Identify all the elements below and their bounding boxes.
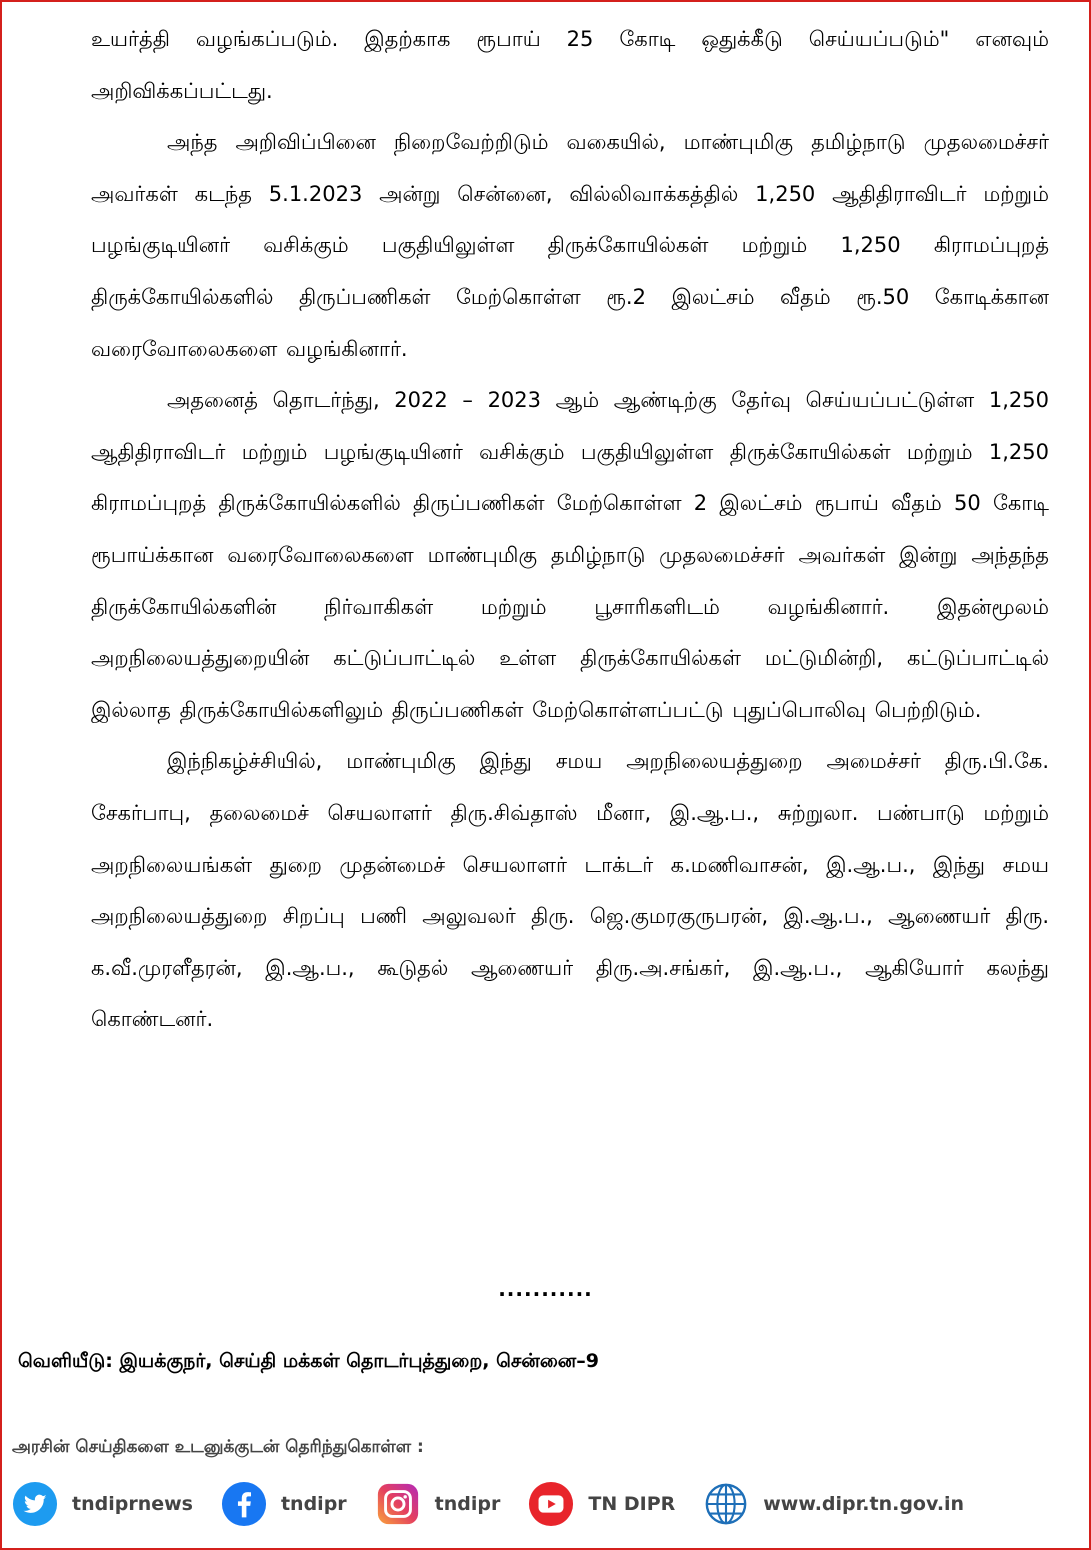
facebook-handle: tndipr <box>280 1493 347 1515</box>
twitter-icon <box>12 1481 58 1527</box>
paragraph-4: இந்நிகழ்ச்சியில், மாண்புமிகு இந்து சமய அறநிலையத்துறை அமைச்சர் திரு.பி.கே. சேகர்பாபு, தலைமைச் செயலாளர் திரு.சிவ்தாஸ் மீனா, இ.ஆ.ப., சுற்றுலா. பண்பாடு மற்றும் அறநிலையங்கள் துறை முதன்மைச் செயலாளர் டாக்டர் க.மணிவாசன், இ.ஆ.ப., இந்து சமய அறநிலையத்துறை சிறப்பு பணி அலுவலர் திரு. ஜெ.குமரகுருபரன், இ.ஆ.ப., ஆணையர் திரு. க.வீ.முரளீதரன், இ.ஆ.ப., கூடுதல் ஆணையர் திரு.அ.சங்கர், இ.ஆ.ப., ஆகியோர் கலந்து கொண்டனர். <box>91 749 1049 1032</box>
press-release-body <box>91 14 1049 1046</box>
instagram-handle: tndipr <box>434 1493 501 1515</box>
paragraph-3: அதனைத் தொடர்ந்து, 2022 – 2023 ஆம் ஆண்டிற்கு தேர்வு செய்யப்பட்டுள்ள 1,250 ஆதிதிராவிடர் மற்றும் பழங்குடியினர் வசிக்கும் பகுதியிலுள்ள திருக்கோயில்கள் மற்றும் 1,250 கிராமப்புறத் திருக்கோயில்களில் திருப்பணிகள் மேற்கொள்ள 2 இலட்சம் ரூபாய் வீதம் 50 கோடி ரூபாய்க்கான வரைவோலைகளை மாண்புமிகு தமிழ்நாடு முதலமைச்சர் அவர்கள் இன்று அந்தந்த திருக்கோயில்களின் நிர்வாகிகள் மற்றும் பூசாரிகளிடம் வழங்கினார். இதன்மூலம் அறநிலையத்துறையின் கட்டுப்பாட்டில் உள்ள திருக்கோயில்கள் மட்டுமின்றி, கட்டுப்பாட்டில் இல்லாத திருக்கோயில்களிலும் திருப்பணிகள் மேற்கொள்ளப்பட்டு புதுப்பொலிவு பெற்றிடும். <box>91 388 1049 722</box>
social-instagram[interactable] <box>375 1481 501 1527</box>
twitter-handle: tndiprnews <box>72 1493 193 1515</box>
youtube-icon <box>528 1481 574 1527</box>
social-twitter[interactable] <box>12 1481 193 1527</box>
paragraph-1: உயர்த்தி வழங்கப்படும். இதற்காக ரூபாய் 25 கோடி ஒதுக்கீடு செய்யப்படும்" எனவும் அறிவிக்கப்பட்டது. <box>91 27 1049 103</box>
paragraph-2: அந்த அறிவிப்பினை நிறைவேற்றிடும் வகையில், மாண்புமிகு தமிழ்நாடு முதலமைச்சர் அவர்கள் கடந்த 5.1.2023 அன்று சென்னை, வில்லிவாக்கத்தில் 1,250 ஆதிதிராவிடர் மற்றும் பழங்குடியினர் வசிக்கும் பகுதியிலுள்ள திருக்கோயில்கள் மற்றும் 1,250 கிராமப்புறத் திருக்கோயில்களில் திருப்பணிகள் மேற்கொள்ள ரூ.2 இலட்சம் வீதம் ரூ.50 கோடிக்கான வரைவோலைகளை வழங்கினார். <box>91 130 1049 361</box>
social-facebook[interactable] <box>221 1481 347 1527</box>
publisher-line: வெளியீடு: இயக்குநர், செய்தி மக்கள் தொடர்புத்துறை, சென்னை–9 <box>18 1350 599 1372</box>
globe-icon <box>703 1481 749 1527</box>
facebook-icon <box>221 1481 267 1527</box>
social-website[interactable] <box>703 1481 964 1527</box>
follow-label: அரசின் செய்திகளை உடனுக்குடன் தெரிந்துகொள்ள : <box>12 1437 424 1457</box>
end-marker: ........... <box>498 1277 593 1301</box>
website-url: www.dipr.tn.gov.in <box>763 1493 965 1515</box>
instagram-icon <box>375 1481 421 1527</box>
social-links <box>12 1478 992 1530</box>
social-youtube[interactable] <box>528 1481 675 1527</box>
youtube-handle: TN DIPR <box>588 1493 676 1515</box>
